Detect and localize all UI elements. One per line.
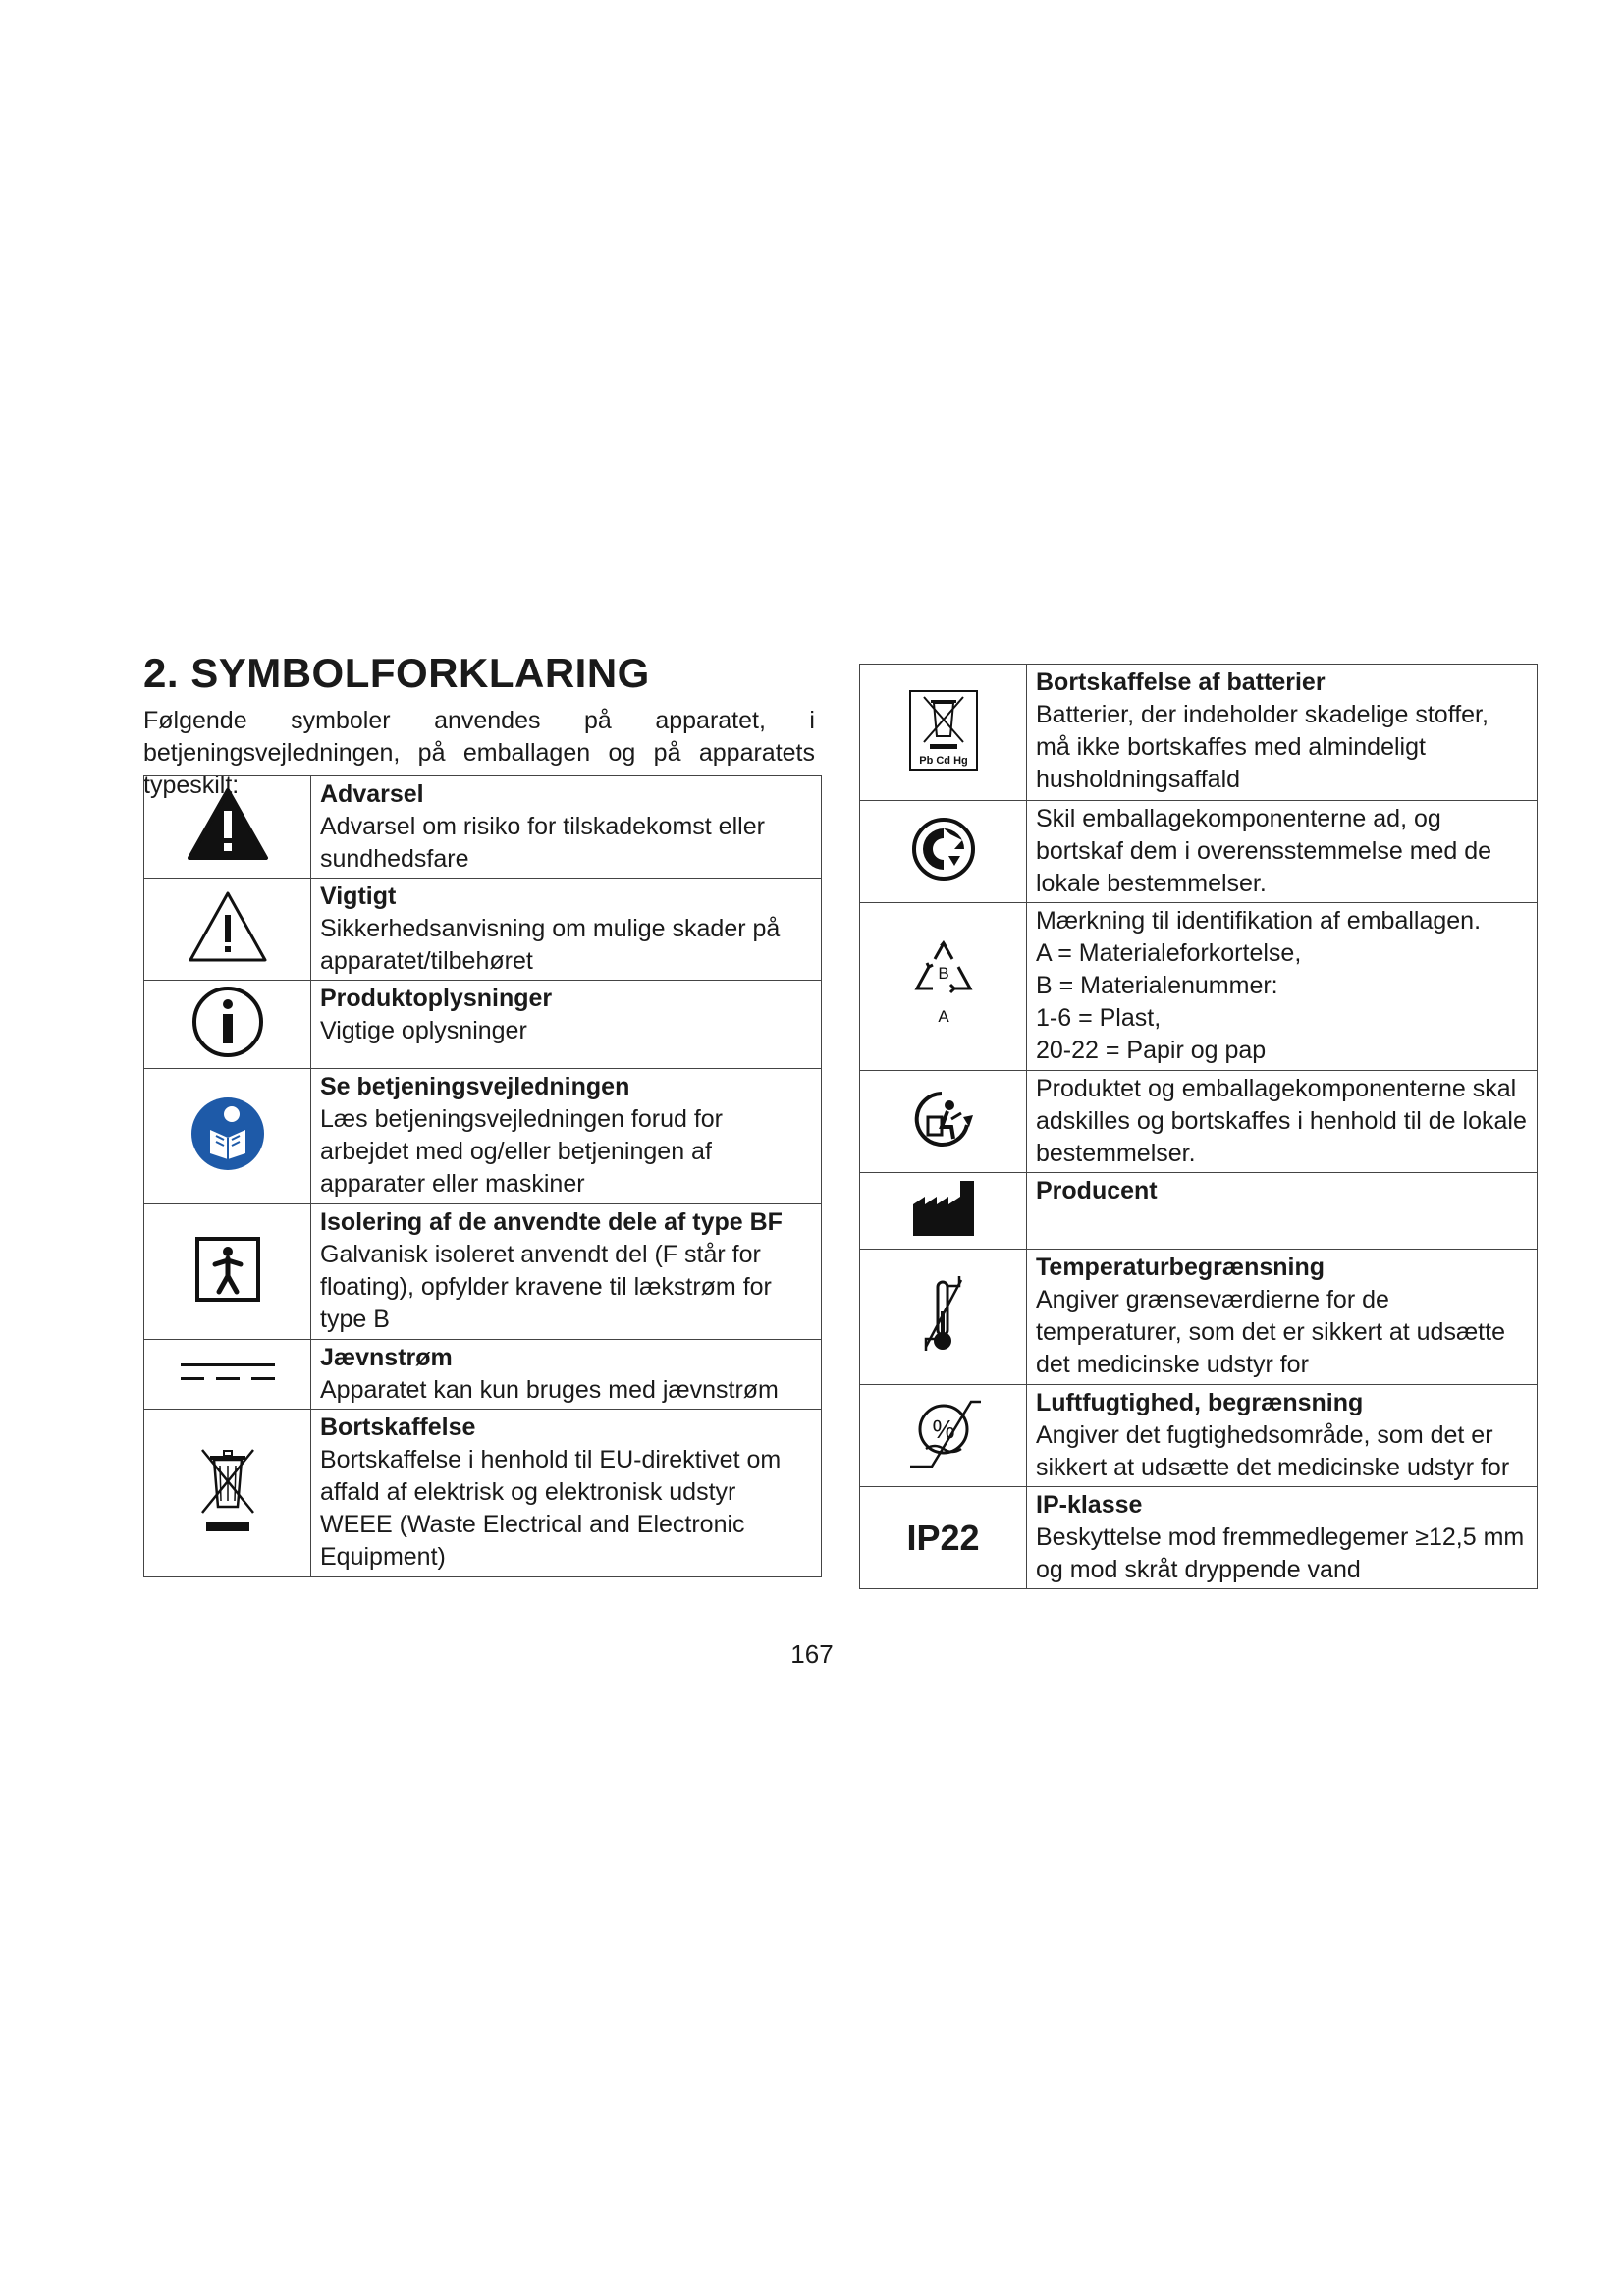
table-row	[860, 665, 1538, 801]
symbol-description: Produktet og emballagekomponenterne skal adskilles og bortskaffes i henhold til de lokale bestemmelser.	[1036, 1075, 1527, 1167]
direct-current-icon	[179, 1361, 277, 1384]
recycling-triangle-icon	[907, 937, 980, 1032]
table-row	[144, 1204, 822, 1340]
table-row	[860, 1250, 1538, 1385]
ip-class-icon: IP22	[906, 1517, 980, 1558]
table-row	[860, 1173, 1538, 1250]
table-row	[144, 1069, 822, 1204]
humidity-limit-icon	[902, 1394, 985, 1472]
symbol-description-line: 20-22 = Papir og pap	[1036, 1037, 1267, 1064]
warning-outline-icon	[187, 889, 269, 964]
table-row	[860, 1385, 1538, 1487]
separate-disposal-icon	[912, 1088, 975, 1150]
symbol-table-left	[143, 775, 822, 1577]
symbol-description: Sikkerhedsanvisning om mulige skader på apparatet/tilbehøret	[320, 915, 781, 975]
symbol-description: Advarsel om risiko for tilskadekomst eller sundhedsfare	[320, 813, 765, 873]
table-row	[860, 801, 1538, 903]
symbol-heading: Se betjeningsvejledningen	[320, 1073, 630, 1100]
symbol-heading: Luftfugtighed, begrænsning	[1036, 1389, 1364, 1416]
symbol-heading: Vigtigt	[320, 882, 397, 910]
manufacturer-icon	[911, 1179, 976, 1238]
type-bf-icon	[193, 1235, 262, 1304]
battery-metals-label: Pb Cd Hg	[918, 754, 968, 767]
table-row	[860, 1487, 1538, 1589]
read-manual-icon	[189, 1095, 267, 1173]
symbol-description: Læs betjeningsvejledningen forud for arbejdet med og/eller betjeningen af apparater eller maskiner	[320, 1105, 723, 1198]
material-number-label: B	[937, 963, 949, 983]
symbol-heading: IP-klasse	[1036, 1491, 1143, 1519]
symbol-description: Apparatet kan kun bruges med jævnstrøm	[320, 1376, 779, 1404]
intro-text: Følgende symboler anvendes på apparatet, i betjeningsvejledningen, på emballagen og på apparatets typeskilt:	[143, 707, 815, 799]
symbol-heading: Temperaturbegrænsning	[1036, 1254, 1326, 1281]
symbol-description: Vigtige oplysninger	[320, 1017, 527, 1044]
material-abbreviation-label: A	[937, 1006, 949, 1026]
symbol-description: Angiver grænseværdierne for de temperaturer, som det er sikkert at udsætte det medicinske udstyr for	[1036, 1286, 1505, 1378]
table-row	[144, 981, 822, 1069]
symbol-heading: Jævnstrøm	[320, 1344, 453, 1371]
symbol-heading: Produktoplysninger	[320, 985, 553, 1012]
info-icon	[190, 985, 265, 1059]
symbol-table-right	[859, 664, 1538, 1589]
symbol-heading: Producent	[1036, 1177, 1158, 1204]
symbol-description: Skil emballagekomponenterne ad, og bortskaf dem i overensstemmelse med de lokale bestemmelser.	[1036, 805, 1492, 897]
battery-disposal-icon	[908, 689, 979, 772]
symbol-description: Mærkning til identifikation af emballagen.	[1036, 907, 1482, 934]
symbol-description: Bortskaffelse i henhold til EU-direktivet om affald af elektrisk og elektronisk udstyr WEEE (Waste Electrical and Electronic Equipment)	[320, 1446, 782, 1571]
page-number: 167	[790, 1639, 834, 1669]
symbol-description: Galvanisk isoleret anvendt del (F står for floating), opfylder kravene til lækstrøm for type B	[320, 1241, 772, 1333]
symbol-description: Angiver det fugtighedsområde, som det er sikkert at udsætte det medicinske udstyr for	[1036, 1421, 1510, 1481]
svg-text:%: %	[931, 1415, 955, 1444]
symbol-heading: Advarsel	[320, 780, 424, 808]
temperature-limit-icon	[916, 1272, 971, 1357]
warning-filled-icon	[187, 787, 269, 862]
symbol-heading: Bortskaffelse	[320, 1414, 476, 1441]
symbol-description-line: A = Materialeforkortelse,	[1036, 939, 1302, 967]
symbol-description-line: B = Materialenummer:	[1036, 972, 1278, 999]
table-row	[860, 1071, 1538, 1173]
green-dot-icon	[911, 817, 976, 881]
symbol-description: Beskyttelse mod fremmedlegemer ≥12,5 mm og mod skråt dryppende vand	[1036, 1523, 1525, 1583]
table-row	[144, 776, 822, 879]
table-row	[144, 1340, 822, 1410]
symbol-heading: Bortskaffelse af batterier	[1036, 668, 1326, 696]
weee-bin-icon	[198, 1446, 257, 1536]
symbol-heading: Isolering af de anvendte dele af type BF	[320, 1208, 783, 1236]
table-row	[144, 1410, 822, 1577]
page-title: 2. SYMBOLFORKLARING	[143, 650, 650, 696]
table-row	[860, 903, 1538, 1071]
table-row	[144, 879, 822, 981]
symbol-description: Batterier, der indeholder skadelige stoffer, må ikke bortskaffes med almindeligt husholdningsaffald	[1036, 701, 1489, 793]
symbol-description-line: 1-6 = Plast,	[1036, 1004, 1162, 1032]
